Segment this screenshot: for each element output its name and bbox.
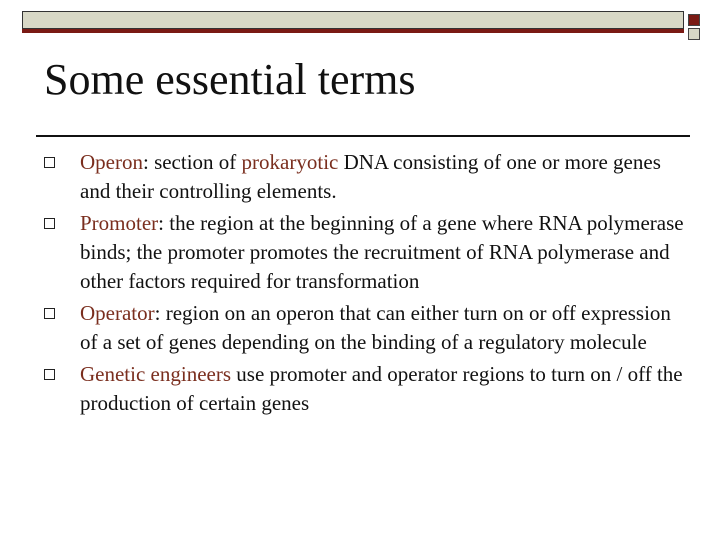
bullet-item-operon — [0, 148, 692, 206]
bullet-item-genetic-engineers — [0, 360, 692, 418]
corner-square-red — [688, 14, 700, 26]
bullet-list — [0, 148, 720, 418]
bullet-text: DNA consisting of one or more genes and their controlling elements. — [80, 150, 661, 203]
square-bullet-icon — [44, 218, 55, 229]
bullet-text: : region on an operon that can either turn on or off expression of a set of genes depending on the binding of a regulatory molecule — [80, 301, 671, 354]
slide-title: Some essential terms — [44, 55, 416, 104]
square-bullet-icon — [44, 157, 55, 168]
term-operon: Operon — [80, 150, 143, 174]
square-bullet-icon — [44, 369, 55, 380]
square-bullet-icon — [44, 308, 55, 319]
corner-square-light — [688, 28, 700, 40]
bullet-item-operator — [0, 299, 692, 357]
bullet-text: : section of — [142, 150, 242, 174]
term-promoter: Promoter — [80, 211, 159, 235]
bullet-text: : the region at the beginning of a gene where RNA polymerase binds; the promoter promotes the recruitment of RNA polymerase and other factors required for transformation — [80, 211, 684, 293]
header-band — [22, 11, 684, 29]
term-operator: Operator — [80, 301, 155, 325]
header-accent-rule — [22, 29, 684, 33]
title-divider — [36, 135, 690, 137]
bullet-text: use promoter and operator regions to turn on / off the production of certain genes — [80, 362, 683, 415]
bullet-item-promoter — [0, 209, 692, 296]
term-genetic-engineers: Genetic engineers — [80, 362, 232, 386]
term-prokaryotic: prokaryotic — [241, 150, 339, 174]
